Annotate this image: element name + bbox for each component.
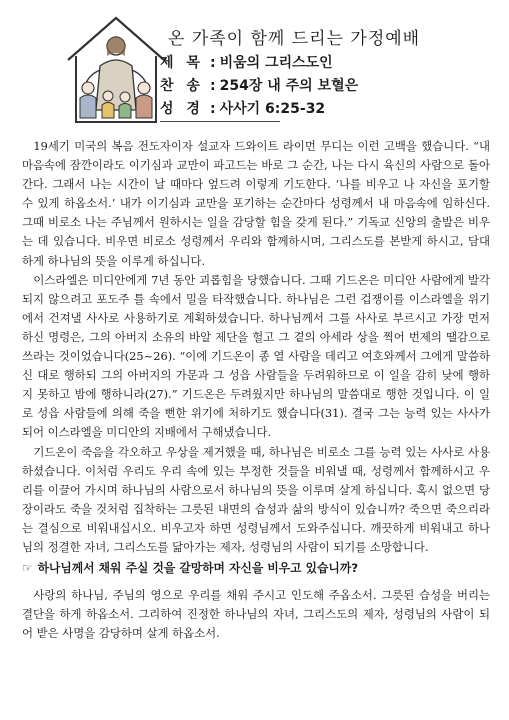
subject-row xyxy=(160,52,333,72)
reflection-question xyxy=(22,559,490,578)
pointing-hand-icon: ☞ xyxy=(22,561,33,576)
hymn-row xyxy=(160,75,358,95)
hymn-label: 찬 송 xyxy=(160,78,204,94)
worship-header xyxy=(0,0,509,132)
worship-title: 온 가족이 함께 드리는 가정예배 xyxy=(168,29,421,49)
family-worship-illustration xyxy=(62,10,170,128)
scripture-label: 성 경 xyxy=(160,101,204,117)
paragraph-application: 기드온이 죽음을 각오하고 우상을 제거했을 때, 하나님은 비로소 그를 능력 있는 사사로 사용하셨습니다. 이처럼 우리도 우리 속에 있는 부정한 것들을 비워낼 때, 성령께서 함께하시고 우리를 이끌어 가시며 하나님의 사람으로서 하나님의 뜻을 이루며 살게 하십니다. 혹시 없으면 당장이라도 죽을 것처럼 집착하는 그릇된 내면의 습성과 삶의 방식이 있습니까? 죽으면 죽으리라는 결심으로 비워내십시오. 비우고자 하면 성령님께서 도와주십니다. 깨끗하게 비워내고 하나님의 정결한 자녀, 그리스도를 닮아가는 제자, 성령님의 사람이 되기를 소망합니다. xyxy=(22,444,490,554)
question-text: 하나님께서 채워 주실 것을 갈망하며 자신을 비우고 있습니까? xyxy=(37,561,359,576)
subject-label: 제 목 xyxy=(160,55,204,71)
header-divider xyxy=(160,121,280,122)
paragraph-gideon: 이스라엘은 미디안에게 7년 동안 괴롭힘을 당했습니다. 그때 기드온은 미디안 사람에게 발각되지 않으려고 포도주 틀 속에서 밀을 타작했습니다. 하나님은 그런 겁쟁이를 이스라엘을 위기에서 건져낼 사사로 사용하기로 계획하셨습니다. 하나님께서 그를 사사로 부르시고 가장 먼저 하신 명령은, 그의 아버지 소유의 바알 제단을 헐고 그 곁의 아세라 상을 찍어 번제의 땔감으로 쓰라는 것이었습니다(25~26). “이에 기드온이 종 열 사람을 데리고 여호와께서 그에게 말씀하신 대로 행하되 그의 아버지의 가문과 그 성읍 사람들을 두려워하므로 이 일을 감히 낮에 행하지 못하고 밤에 행하니라(27).” 기드온은 두려웠지만 하나님의 말씀대로 행한 것입니다. 이 일로 성읍 사람들에 의해 죽을 뻔한 위기에 처하기도 했습니다(31). 결국 그는 능력 있는 사사가 되어 이스라엘을 미디안의 지배에서 구해냈습니다. xyxy=(22,272,490,440)
scripture-separator: : xyxy=(210,101,216,117)
subject-value: 비움의 그리스도인 xyxy=(219,55,333,71)
sermon-body xyxy=(22,137,490,643)
hymn-value: 254장 내 주의 보혈은 xyxy=(219,78,359,94)
subject-separator: : xyxy=(210,55,216,71)
scripture-row xyxy=(160,98,325,118)
hymn-separator: : xyxy=(210,78,216,94)
scripture-value: 사사기 6:25-32 xyxy=(219,101,326,117)
closing-prayer: 사랑의 하나님, 주님의 영으로 우리를 채워 주시고 인도해 주옵소서. 그릇된 습성을 버리는 결단을 하게 하옵소서. 그리하여 진정한 하나님의 자녀, 그리스도의 제자, 성령님의 사람이 되어 받은 사명을 감당하며 살게 하옵소서. xyxy=(22,588,490,641)
paragraph-intro: 19세기 미국의 복음 전도자이자 설교자 드와이트 라이먼 무디는 이런 고백을 했습니다. “내 마음속에 잠깐이라도 이기심과 교만이 파고드는 바로 그 순간, 나는 다시 육신의 사람으로 돌아간다. 그래서 나는 시간이 날 때마다 엎드려 이렇게 기도한다. ‘나를 비우고 나 자신을 포기할 수 있게 하옵소서.’ 내가 이기심과 교만을 포기하는 순간마다 성령께서 내 마음속에 임하신다. 그때 비로소 나는 주님께서 원하시는 일을 감당할 힘을 갖게 된다.” 기독교 신앙의 출발은 비우는 데 있습니다. 비우면 비로소 성령께서 우리와 함께하시며, 그리스도를 본받게 하시고, 담대하게 하나님의 뜻을 이루게 하십니다. xyxy=(22,139,490,268)
